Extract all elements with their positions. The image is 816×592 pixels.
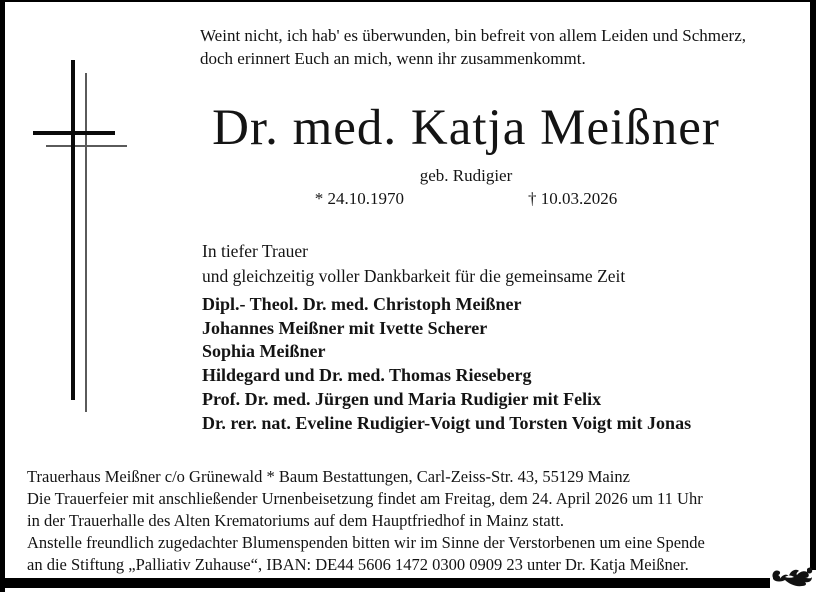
death-date: † 10.03.2026 <box>528 189 618 208</box>
cross-vertical-thin <box>85 73 87 412</box>
donation-line-2: an die Stiftung „Palliativ Zuhause“, IBAN: DE44 5606 1472 0300 0909 23 unter Dr. Katja Meißner. <box>27 554 689 574</box>
frame-border-right <box>810 0 816 570</box>
frame-border-left <box>0 0 5 592</box>
mourner-line: Prof. Dr. med. Jürgen und Maria Rudigier mit Felix <box>202 388 602 409</box>
birth-date: * 24.10.1970 <box>314 189 404 208</box>
epigraph-line-2: doch erinnert Euch an mich, wenn ihr zusammenkommt. <box>200 48 586 68</box>
donation-line-1: Anstelle freundlich zugedachter Blumenspenden bitten wir im Sinne der Verstorbenen um eine Spende <box>27 533 705 552</box>
mourner-line: Johannes Meißner mit Ivette Scherer <box>202 317 488 338</box>
mourner-line: Dr. rer. nat. Eveline Rudigier-Voigt und Torsten Voigt mit Jonas <box>202 412 692 433</box>
service-line-1: Die Trauerfeier mit anschließender Urnenbeisetzung findet am Freitag, dem 24. April 2026 um 11 Uhr <box>27 489 703 508</box>
cross-horizontal-thin <box>46 145 127 147</box>
frame-border-bottom <box>0 578 770 588</box>
frame-border-top <box>0 0 816 2</box>
funeral-home-line: Trauerhaus Meißner c/o Grünewald * Baum Bestattungen, Carl-Zeiss-Str. 43, 55129 Mainz <box>27 467 630 486</box>
cross-horizontal-thick <box>33 131 115 135</box>
epigraph <box>200 25 746 70</box>
service-info <box>27 488 788 531</box>
mourning-line-1: In tiefer Trauer <box>202 241 308 261</box>
cross-vertical-thick <box>71 60 75 400</box>
mourner-line: Dipl.- Theol. Dr. med. Christoph Meißner <box>202 294 522 314</box>
mourners-list <box>202 293 691 435</box>
donation-info <box>27 532 788 575</box>
epigraph-line-1: Weint nicht, ich hab' es überwunden, bin befreit von allem Leiden und Schmerz, <box>200 26 747 45</box>
mourner-line: Hildegard und Dr. med. Thomas Rieseberg <box>202 365 532 386</box>
mourning-line-2: und gleichzeitig voller Dankbarkeit für die gemeinsame Zeit <box>202 265 626 286</box>
fleuron-ornament-icon <box>771 563 813 589</box>
life-dates <box>120 189 812 209</box>
maiden-name: geb. Rudigier <box>419 166 513 185</box>
mourning-intro <box>202 239 625 288</box>
mourner-line: Sophia Meißner <box>202 341 326 362</box>
service-line-2: in der Trauerhalle des Alten Krematoriums auf dem Hauptfriedhof in Mainz statt. <box>27 510 565 530</box>
deceased-name: Dr. med. Katja Meißner <box>212 100 720 156</box>
